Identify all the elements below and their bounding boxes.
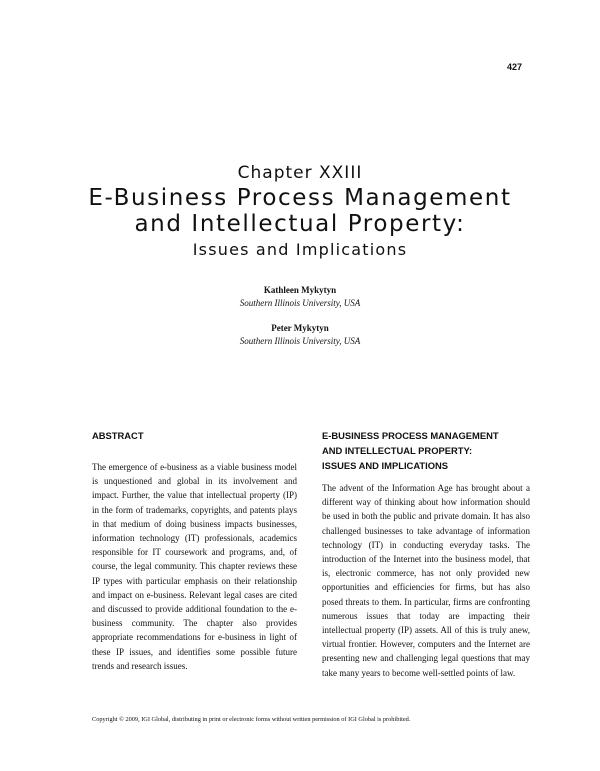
section-heading <box>322 428 530 473</box>
copyright-footer: Copyright © 2009, IGI Global, distributing in print or electronic forms without written permission of IGI Global is prohibited. <box>92 716 411 723</box>
section-text: The advent of the Information Age has brought about a different way of thinking about how information should be used in both the public and private domain. It has also challenged businesses to take advantage of information technology (IT) in conducting everyday tasks. The introduction of the Internet into the business model, that is, electronic commerce, has not only provided new opportunities and efficiencies for firms, but has also posed threats to them. In particular, firms are confronting numerous issues that today are impacting their intellectual property (IP) assets. All of this is truly anew, virtual frontier. However, computers and the Internet are presenting new and challenging legal questions that may take many years to become well-settled points of law. <box>322 483 530 678</box>
chapter-label: Chapter XXIII <box>237 163 363 183</box>
chapter-title-line-2: and Intellectual Property: <box>134 211 466 237</box>
chapter-subtitle: Issues and Implications <box>192 240 408 259</box>
chapter-title-line-1: E-Business Process Management <box>88 185 512 211</box>
abstract-column <box>92 428 297 673</box>
author-block-2 <box>0 322 600 348</box>
author-affiliation: Southern Illinois University, USA <box>239 336 361 346</box>
author-block-1 <box>0 284 600 310</box>
intro-column <box>322 428 530 680</box>
author-name: Kathleen Mykytyn <box>263 285 337 295</box>
author-name: Peter Mykytyn <box>271 323 329 333</box>
abstract-heading: ABSTRACT <box>92 430 144 441</box>
page-number: 427 <box>506 62 522 72</box>
chapter-title <box>0 185 600 237</box>
section-heading-line-1: E-BUSINESS PROCESS MANAGEMENT <box>322 430 499 441</box>
section-heading-line-2: AND INTELLECTUAL PROPERTY: <box>322 445 473 456</box>
abstract-text: The emergence of e-business as a viable business model is unquestioned and global in its involvement and impact. Further, the value that intellectual property (IP) in the form of trademarks, copyrights, and patents plays in that medium of doing business impacts businesses, information technology (IT) professionals, academics responsible for IT coursework and programs, and, of course, the legal community. This chapter reviews these IP types with particular emphasis on their relationship and impact on e-business. Relevant legal cases are cited and discussed to provide additional foundation to the e-business community. The chapter also provides appropriate recommendations for e-business in light of these IP issues, and identifies some possible future trends and research issues. <box>92 462 297 671</box>
section-heading-line-3: ISSUES AND IMPLICATIONS <box>322 460 449 471</box>
author-affiliation: Southern Illinois University, USA <box>239 298 361 308</box>
